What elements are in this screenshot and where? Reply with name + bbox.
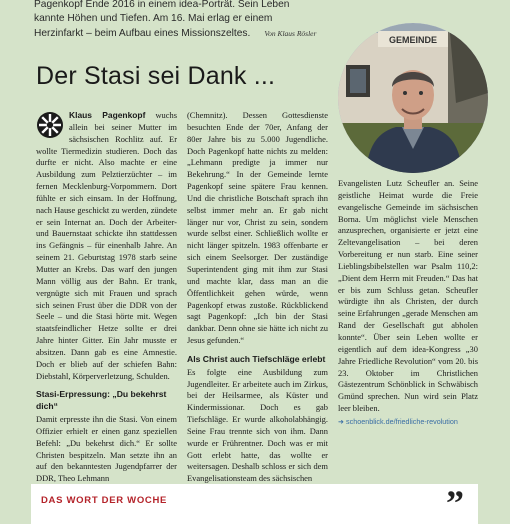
paragraph: (Chemnitz). Dessen Gottesdienste besuchten Ende der 70er, Anfang der 80er Jahre bis zu 5.000 Jugendliche. Doch Pagenkopf hatte nichts zu melden: „Lehmann predigte ja immer nur Bekehrung.“ In der Gemeinde lernte Pagenkopf seine spätere Frau kennen. Und die christliche Botschaft sprach ihn selbst immer mehr an. Er gab nicht länger nur vor, Christ zu sein, sondern wurde selbst einer. Schließlich wollte er nicht länger spitzeln. 1983 offenbarte er sich einem Seelsorger. Der zuständige Superintendent ging mit ihm zur Stasi und machte klar, dass man an die Öffentlichkeit gehen würde, wenn Pagenkopf etwas zustoße. Rückblickend sagt Pagenkopf: „Ich bin der Stasi dankbar. Denn ohne sie hätte ich nicht zu Jesus gefunden.“ (187, 110, 328, 346)
subheading: Stasi-Erpressung: „Du bekehrst dich“ (36, 389, 167, 412)
headline: Der Stasi sei Dank ... (36, 62, 276, 90)
subheading: Als Christ auch Tiefschläge erlebt (187, 353, 326, 364)
quote-mark-icon: ” (446, 483, 464, 523)
intro-line (34, 27, 344, 41)
paragraph: Es folgte eine Ausbildung zum Jugendleiter. Er arbeitete auch im Zirkus, bei der Heilsarmee, als Küster und Kindermissionar. Doch es gab Tiefschläge. Er wurde alkoholabhängig. Seine Frau trennte sich von ihm. Dann wurde er Frührentner. Doch was er mit Gott erlebt hatte, das wollte er weitersagen. Deshalb schloss er sich dem Evangelisationsteam des sächsischen (187, 366, 328, 484)
arrow-right-icon: ➜ (338, 416, 345, 426)
lead-paragraph (36, 110, 177, 382)
portrait-photo (338, 23, 488, 173)
window-glass (350, 69, 366, 93)
word-of-the-week-box (31, 484, 478, 524)
article-column-1 (36, 110, 177, 485)
paragraph: Evangelisten Lutz Scheufler an. Seine geistliche Heimat wurde die Freie evangelische Gemeinde im sächsischen Borna. Um möglichst viele Menschen anzusprechen, organisierte er jetzt eine Zeltevangelisation – bei deren Vorbereitung er nun starb. Eine seiner Lieblingsbibelstellen war Psalm 110,2: „Dient dem Herrn mit Freuden.“ Das hat er bis zum Schluss getan. Scheufler würdigte ihn als Christen, der durch seine Erfahrungen „gerade Menschen am Rand der Gesellschaft gut abholen konnte“. Über sein Leben wollte er eigentlich auf dem idea-Kongress „30 Jahre Friedliche Revolution“ vom 20. bis 23. Oktober im Christlichen Gästezentrum Schönblick in Schwäbisch Gmünd sprechen. Nun wird sein Platz leer bleiben. (338, 178, 478, 414)
eye-left (403, 91, 407, 95)
author-byline: Von Klaus Rösler (264, 28, 317, 38)
portrait-illustration (338, 23, 488, 173)
intro-line-text: Herzinfarkt – beim Aufbau eines Missionszeltes. (34, 27, 251, 39)
intro-line: Pagenkopf Ende 2016 in einem idea-Porträt. Sein Leben (34, 0, 290, 10)
intro-text (34, 0, 344, 41)
link-text[interactable]: schoenblick.de/friedliche-revolution (346, 416, 458, 426)
sign-text: GEMEINDE (388, 35, 438, 45)
lead-text: wuchs allein bei seiner Mutter im sächsischen Rochlitz auf. Er wollte Tiermedizin studieren. Doch das durfte er nicht. Also machte er eine Ausbildung zum Pelztierzüchter – im fernen Mecklenburg-Vorpommern. Dort fühlte er sich einsam. In der Hoffnung, nach Hause geschickt zu werden, zündete er sein Internat an. Doch der Arbeiter- und Bauernstaat schickte ihn stattdessen ins Gefängnis – für einenhalb Jahre. An seinem 21. Geburtstag 1978 starb seine Mutter an Krebs. Das warf den jungen Mann völlig aus der Bahn. Er trank, vergnügte sich mit Frauen und sprach sich seinen Frust über die DDR von der Seele – und die Stasi hörte mit. Wegen staatsfeindlicher Hetze sollte er drei Jahre hinter Gitter. Ein Jahr musste er absitzen. Dann gab es eine Amnestie. Doch er blieb auf der schiefen Bahn: Diebstahl, Körperverletzung, Schulden. (36, 110, 177, 381)
word-of-the-week-label: DAS WORT DER WOCHE (41, 495, 168, 506)
lead-name: Klaus Pagenkopf (69, 110, 146, 120)
article-column-2 (187, 110, 328, 485)
intro-line: kannte Höhen und Tiefen. Am 16. Mai erlag er einem (34, 13, 273, 25)
tree-shadow (450, 23, 488, 103)
article-column-3 (338, 178, 478, 428)
eye-right (419, 91, 423, 95)
paragraph: Damit erpresste ihn die Stasi. Von einem Offizier erhielt er einen ganz speziellen Befehl: „Du bekehrst dich.“ Er sollte Christen bespitzeln. Man setzte ihn an auf den bekanntesten Jugendpfarrer der DDR, Theo Lehmann (36, 414, 177, 484)
website-link[interactable] (338, 416, 478, 428)
idea-wheel-icon (36, 111, 64, 139)
